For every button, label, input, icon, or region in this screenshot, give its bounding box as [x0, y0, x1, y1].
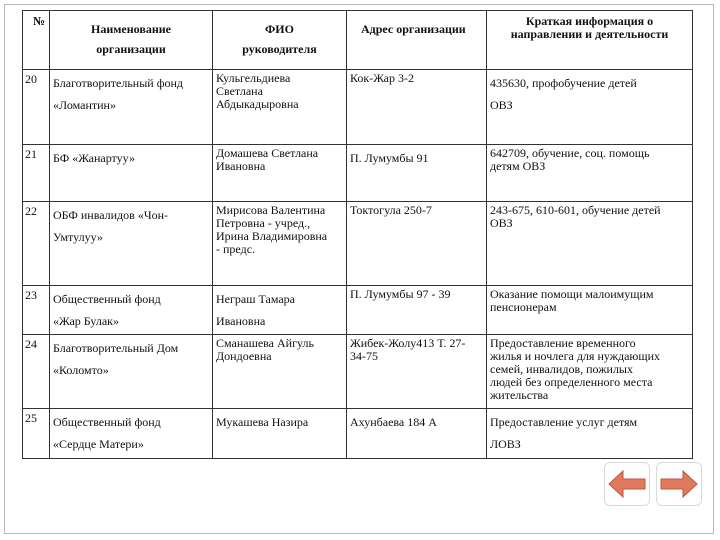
row-info	[487, 145, 693, 202]
header-info	[487, 11, 693, 70]
organizations-table	[22, 10, 693, 459]
info-line: жительства	[490, 388, 549, 402]
org-line: Благотворительный фонд	[53, 76, 184, 90]
org-line: «Коломто»	[53, 363, 109, 377]
info-line: 243-675, 610-601, обучение детей	[490, 203, 661, 217]
fio-line: Ирина Владимировна	[216, 229, 328, 243]
info-line: Оказание помощи малоимущим	[490, 287, 654, 301]
header-info-line2: направлении и деятельности	[510, 27, 669, 41]
row-address	[347, 70, 487, 145]
org-line: «Сердце Матери»	[53, 437, 144, 451]
header-org	[50, 11, 213, 70]
header-address: Адрес организации	[347, 11, 487, 70]
table-row	[23, 409, 693, 459]
fio-line: Петровна - учред.,	[216, 216, 311, 230]
table-row	[23, 145, 693, 202]
row-info	[487, 70, 693, 145]
org-line: Умтулуу»	[53, 230, 103, 244]
fio-line: Светлана	[216, 84, 263, 98]
row-num: 25	[23, 409, 50, 459]
row-fio	[213, 335, 347, 409]
row-fio	[213, 286, 347, 335]
fio-line: Дондоевна	[216, 349, 272, 363]
row-address	[347, 145, 487, 202]
row-org	[50, 286, 213, 335]
header-info-line1: Краткая информация о	[525, 14, 654, 28]
prev-slide-button[interactable]	[604, 462, 650, 506]
row-fio	[213, 409, 347, 459]
info-line: 642709, обучение, соц. помощь	[490, 146, 650, 160]
info-line: детям ОВЗ	[490, 159, 546, 173]
org-line: ОБФ инвалидов «Чон-	[53, 208, 169, 222]
fio-line: Ивановна	[216, 314, 266, 328]
row-org	[50, 409, 213, 459]
fio-line: Абдыкадыровна	[216, 97, 299, 111]
row-org	[50, 70, 213, 145]
address-line: Ахунбаева 184 А	[350, 415, 437, 429]
info-line: Предоставление услуг детям	[490, 415, 638, 429]
address-line: Токтогула 250-7	[350, 203, 432, 217]
row-address	[347, 202, 487, 286]
row-org	[50, 202, 213, 286]
org-line: «Жар Булак»	[53, 314, 119, 328]
org-line: Благотворительный Дом	[53, 341, 179, 355]
fio-line: Мукашева Назира	[216, 415, 309, 429]
info-line: семей, инвалидов, пожилых	[490, 362, 633, 376]
address-line: Кок-Жар 3-2	[350, 71, 415, 85]
row-num: 23	[23, 286, 50, 335]
fio-line: Ивановна	[216, 159, 266, 173]
address-line: Жибек-Жолу413 Т. 27-	[350, 336, 466, 350]
table-row	[23, 70, 693, 145]
header-org-line1: Наименование	[91, 22, 171, 36]
fio-line: Неграш Тамара	[216, 292, 296, 306]
row-num: 22	[23, 202, 50, 286]
arrow-right-icon	[659, 468, 699, 500]
header-org-line2: организации	[96, 42, 166, 56]
row-address	[347, 409, 487, 459]
address-line: П. Лумумбы 91	[350, 151, 429, 165]
row-fio	[213, 202, 347, 286]
header-fio-line2: руководителя	[242, 42, 317, 56]
info-line: ЛОВЗ	[490, 437, 521, 451]
header-fio-line1: ФИО	[265, 22, 294, 36]
org-line: Общественный фонд	[53, 415, 161, 429]
fio-line: Мирисова Валентина	[216, 203, 326, 217]
table-row	[23, 202, 693, 286]
row-org	[50, 145, 213, 202]
info-line: 435630, профобучение детей	[490, 76, 637, 90]
org-line: БФ «Жанартуу»	[53, 151, 135, 165]
row-info	[487, 202, 693, 286]
fio-line: - предс.	[216, 242, 256, 256]
info-line: пенсионерам	[490, 300, 557, 314]
row-org	[50, 335, 213, 409]
row-fio	[213, 70, 347, 145]
table-row	[23, 335, 693, 409]
row-address	[347, 286, 487, 335]
table-header-row	[23, 11, 693, 70]
next-slide-button[interactable]	[656, 462, 702, 506]
org-line: «Ломантин»	[53, 98, 116, 112]
header-num: №	[23, 11, 50, 70]
info-line: ОВЗ	[490, 98, 513, 112]
row-info	[487, 286, 693, 335]
row-address	[347, 335, 487, 409]
header-fio	[213, 11, 347, 70]
fio-line: Кульгельдиева	[216, 71, 291, 85]
row-fio	[213, 145, 347, 202]
row-info	[487, 409, 693, 459]
arrow-left-icon	[607, 468, 647, 500]
info-line: ОВЗ	[490, 216, 513, 230]
table-row	[23, 286, 693, 335]
address-line: 34-75	[350, 349, 378, 363]
info-line: людей без определенного места	[490, 375, 653, 389]
fio-line: Сманашева Айгуль	[216, 336, 314, 350]
row-num: 21	[23, 145, 50, 202]
org-line: Общественный фонд	[53, 292, 161, 306]
info-line: Предоставление временного	[490, 336, 636, 350]
row-num: 24	[23, 335, 50, 409]
info-line: жилья и ночлега для нуждающих	[490, 349, 661, 363]
row-num: 20	[23, 70, 50, 145]
row-info	[487, 335, 693, 409]
fio-line: Домашева Светлана	[216, 146, 319, 160]
address-line: П. Лумумбы 97 - 39	[350, 287, 451, 301]
slide-navigation	[604, 462, 706, 506]
